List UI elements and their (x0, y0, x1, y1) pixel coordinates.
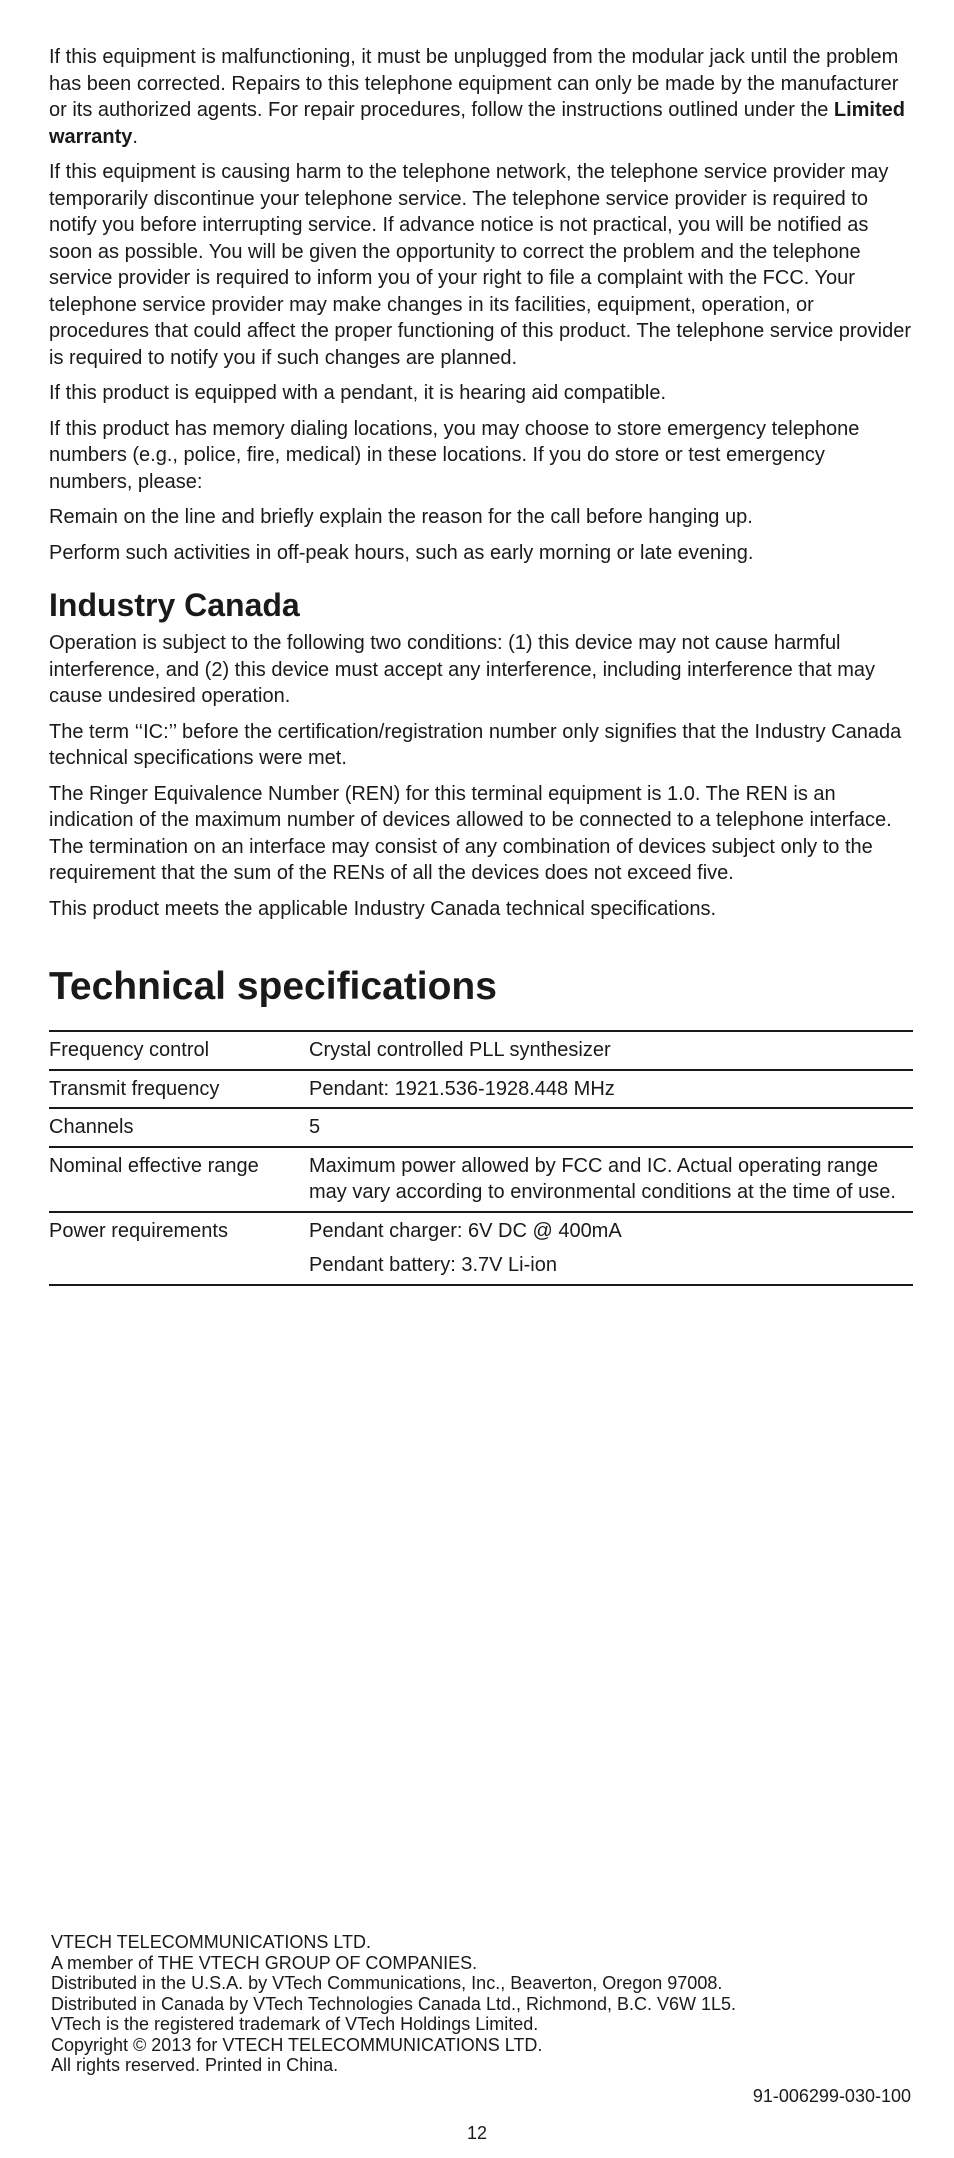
spec-label: Frequency control (49, 1039, 210, 1061)
specifications-table (49, 1030, 913, 1286)
table-row (49, 1147, 913, 1212)
spec-value-line: 5 (309, 1116, 321, 1138)
footer-line: A member of THE VTECH GROUP OF COMPANIES. (51, 1952, 478, 1973)
technical-specifications-heading: Technical specifications (49, 965, 497, 1008)
spec-value (309, 1031, 913, 1070)
spec-value-line: Maximum power allowed by FCC and IC. Actual operating range may vary according to environmental conditions at the time of use. (309, 1154, 896, 1203)
hearing-aid-paragraph: If this product is equipped with a pendant, it is hearing aid compatible. (49, 382, 667, 404)
spec-label: Nominal effective range (49, 1154, 259, 1177)
manual-page-content (49, 44, 913, 1286)
ren-paragraph: The Ringer Equivalence Number (REN) for this terminal equipment is 1.0. The REN is an indication of the maximum number of devices allowed to be connected to a telephone interface. The termination on an interface may consist of any combination of devices subject only to the requirement that the sum of the RENs of all the devices does not exceed five. (49, 782, 892, 884)
spec-label: Power requirements (49, 1219, 228, 1242)
ic-compliance-paragraph: This product meets the applicable Industry Canada technical specifications. (49, 897, 717, 920)
industry-canada-heading: Industry Canada (49, 587, 300, 623)
off-peak-paragraph: Perform such activities in off-peak hours, such as early morning or late evening. (49, 541, 754, 564)
table-row (49, 1070, 913, 1109)
footer-line: All rights reserved. Printed in China. (51, 2055, 339, 2075)
page-number: 12 (466, 2123, 488, 2143)
footer-line: Copyright © 2013 for VTECH TELECOMMUNICATIONS LTD. (51, 2034, 543, 2055)
limited-warranty-reference: Limited warranty (49, 99, 905, 148)
memory-dialing-paragraph: If this product has memory dialing locations, you may choose to store emergency telephone numbers (e.g., police, fire, medical) in these locations. If you do store or test emergency numbers, please: (49, 417, 860, 493)
spec-value (309, 1070, 913, 1109)
footer-line: Distributed in Canada by VTech Technologies Canada Ltd., Richmond, B.C. V6W 1L5. (51, 1993, 737, 2014)
footer-line: Distributed in the U.S.A. by VTech Communications, Inc., Beaverton, Oregon 97008. (51, 1973, 723, 1993)
malfunction-paragraph (49, 44, 913, 150)
footer-line: VTech is the registered trademark of VTech Holdings Limited. (51, 2014, 539, 2034)
spec-label: Channels (49, 1116, 134, 1138)
company-footer (51, 1932, 915, 2076)
malfunction-end: . (132, 125, 138, 148)
table-row (49, 1108, 913, 1147)
ic-conditions-paragraph: Operation is subject to the following two conditions: (1) this device may not cause harmful interference, and (2) this device must accept any interference, including interference that may cause undesired operation. (49, 632, 875, 707)
footer-line: VTECH TELECOMMUNICATIONS LTD. (51, 1932, 372, 1952)
spec-value-line: Pendant charger: 6V DC @ 400mA (309, 1219, 622, 1242)
spec-value (309, 1108, 913, 1147)
table-row (49, 1212, 913, 1285)
spec-value (309, 1212, 913, 1285)
remain-on-line-paragraph: Remain on the line and briefly explain the reason for the call before hanging up. (49, 506, 753, 528)
spec-label: Transmit frequency (49, 1077, 220, 1100)
malfunction-text: If this equipment is malfunctioning, it must be unplugged from the modular jack until the problem has been corrected. Repairs to this telephone equipment can only be made by the manufacturer or its authorized agents. For repair procedures, follow the instructions outlined under the (49, 46, 899, 121)
spec-value-line: Pendant: 1921.536-1928.448 MHz (309, 1077, 615, 1100)
table-row (49, 1031, 913, 1070)
spec-value-line: Pendant battery: 3.7V Li-ion (309, 1254, 557, 1276)
network-harm-paragraph: If this equipment is causing harm to the telephone network, the telephone service provider may temporarily discontinue your telephone service. The telephone service provider is required to notify you before interrupting service. If advance notice is not practical, you will be notified as soon as possible. You will be given the opportunity to correct the problem and the telephone service provider is required to inform you of your right to file a complaint with the FCC. Your telephone service provider may make changes in its facilities, equipment, operation, or procedures that could affect the proper functioning of this product. The telephone service provider is required to notify you if such changes are planned. (49, 161, 912, 369)
spec-value-line: Crystal controlled PLL synthesizer (309, 1039, 611, 1061)
document-number: 91-006299-030-100 (752, 2086, 911, 2106)
spec-value (309, 1147, 913, 1212)
ic-term-paragraph: The term ‘‘IC:’’ before the certification/registration number only signifies that the Industry Canada technical specifications were met. (49, 720, 902, 769)
